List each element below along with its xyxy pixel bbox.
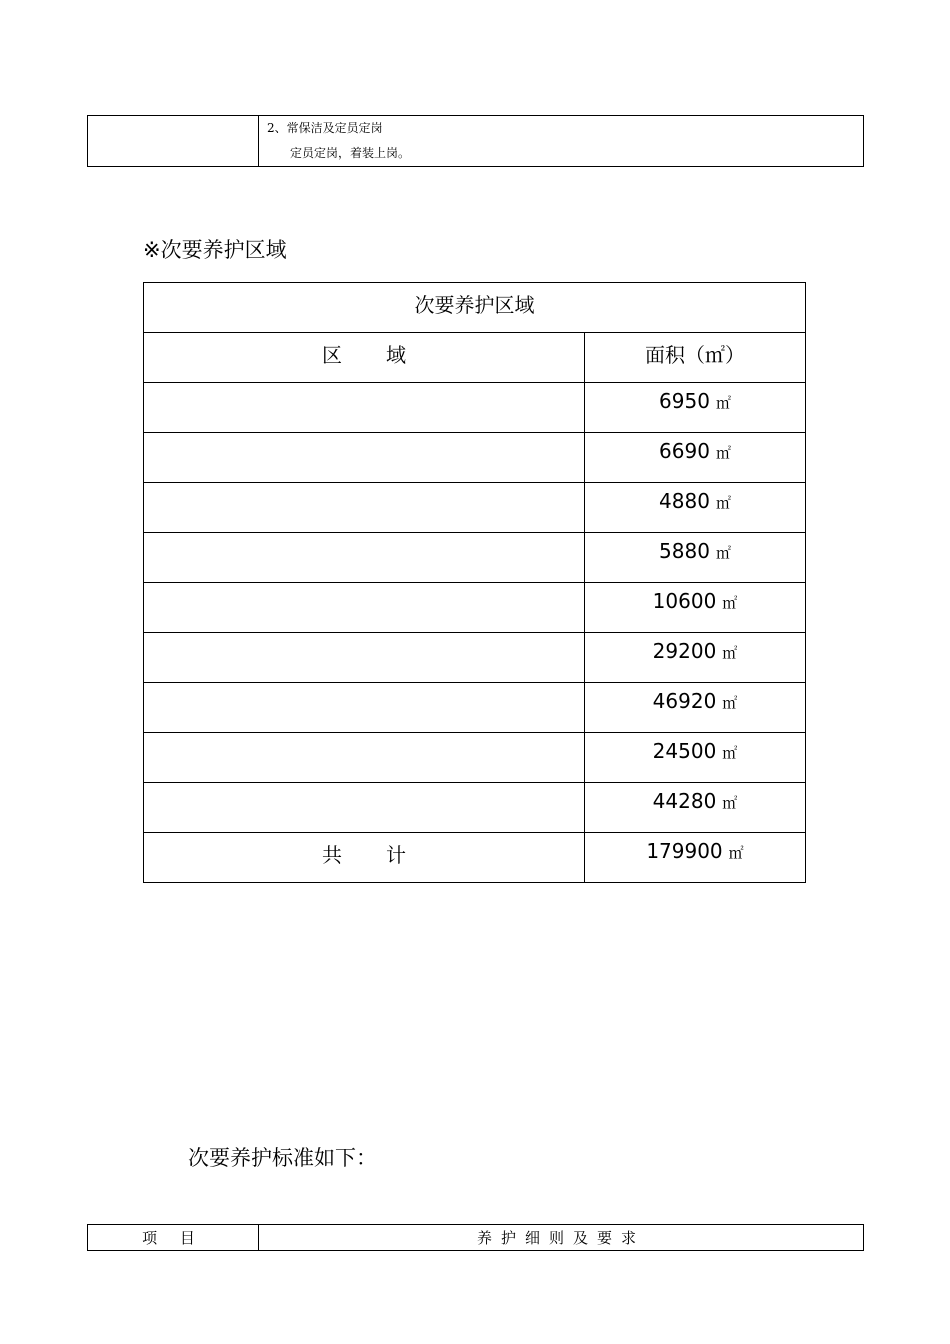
total-label <box>144 833 585 883</box>
header-area-char1: 区 <box>322 343 342 367</box>
table-row <box>144 583 806 633</box>
size-cell <box>585 633 806 683</box>
area-cell <box>144 483 585 533</box>
size-unit: ㎡ <box>722 694 738 712</box>
table-row <box>88 116 864 167</box>
table-row <box>144 683 806 733</box>
size-value: 6950 <box>659 389 710 413</box>
size-value: 6690 <box>659 439 710 463</box>
top-table-line2: 定员定岗，着装上岗。 <box>290 146 411 160</box>
size-unit: ㎡ <box>715 494 731 512</box>
size-cell <box>585 733 806 783</box>
size-unit: ㎡ <box>715 394 731 412</box>
top-table-right-cell <box>259 116 864 167</box>
area-cell <box>144 533 585 583</box>
area-cell <box>144 583 585 633</box>
size-unit: ㎡ <box>715 544 731 562</box>
standard-heading: 次要养护标准如下： <box>188 1146 377 1170</box>
table-row <box>144 433 806 483</box>
size-unit: ㎡ <box>722 594 738 612</box>
size-cell <box>585 783 806 833</box>
table-header-row <box>144 333 806 383</box>
area-cell <box>144 733 585 783</box>
table-row <box>144 483 806 533</box>
standard-table <box>87 1224 864 1251</box>
area-cell <box>144 433 585 483</box>
total-size-cell <box>585 833 806 883</box>
size-value: 29200 <box>652 639 717 663</box>
top-table <box>87 115 864 167</box>
area-cell <box>144 683 585 733</box>
size-cell <box>585 683 806 733</box>
size-cell <box>585 583 806 633</box>
area-cell <box>144 383 585 433</box>
table-row <box>144 383 806 433</box>
size-value: 4880 <box>659 489 710 513</box>
table-row <box>144 283 806 333</box>
header-area <box>144 333 585 383</box>
size-value: 46920 <box>652 689 717 713</box>
area-cell <box>144 783 585 833</box>
size-unit: ㎡ <box>722 644 738 662</box>
total-label-char1: 共 <box>322 843 342 867</box>
secondary-area-heading: ※次要养护区域 <box>143 238 287 262</box>
header-size: 面积（㎡） <box>585 333 806 383</box>
table-header-row <box>88 1225 864 1251</box>
table-row <box>144 533 806 583</box>
size-unit: ㎡ <box>722 794 738 812</box>
size-cell <box>585 433 806 483</box>
size-unit: ㎡ <box>715 444 731 462</box>
total-size-value: 179900 <box>646 839 723 863</box>
table-row <box>144 783 806 833</box>
area-table <box>143 282 806 883</box>
size-value: 44280 <box>652 789 717 813</box>
header-detail: 养护细则及要求 <box>259 1225 864 1251</box>
total-row <box>144 833 806 883</box>
total-label-char2: 计 <box>386 843 406 867</box>
size-cell <box>585 483 806 533</box>
size-unit: ㎡ <box>722 744 738 762</box>
top-table-left-cell <box>88 116 259 167</box>
header-area-char2: 域 <box>386 343 406 367</box>
size-value: 10600 <box>652 589 717 613</box>
size-cell <box>585 533 806 583</box>
size-value: 24500 <box>652 739 717 763</box>
area-table-title: 次要养护区域 <box>144 283 806 333</box>
total-size-unit: ㎡ <box>728 844 744 862</box>
table-row <box>144 633 806 683</box>
area-cell <box>144 633 585 683</box>
table-row <box>144 733 806 783</box>
size-cell <box>585 383 806 433</box>
top-table-line1: 2、常保洁及定员定岗 <box>267 121 383 135</box>
size-value: 5880 <box>659 539 710 563</box>
header-item: 项 目 <box>88 1225 259 1251</box>
